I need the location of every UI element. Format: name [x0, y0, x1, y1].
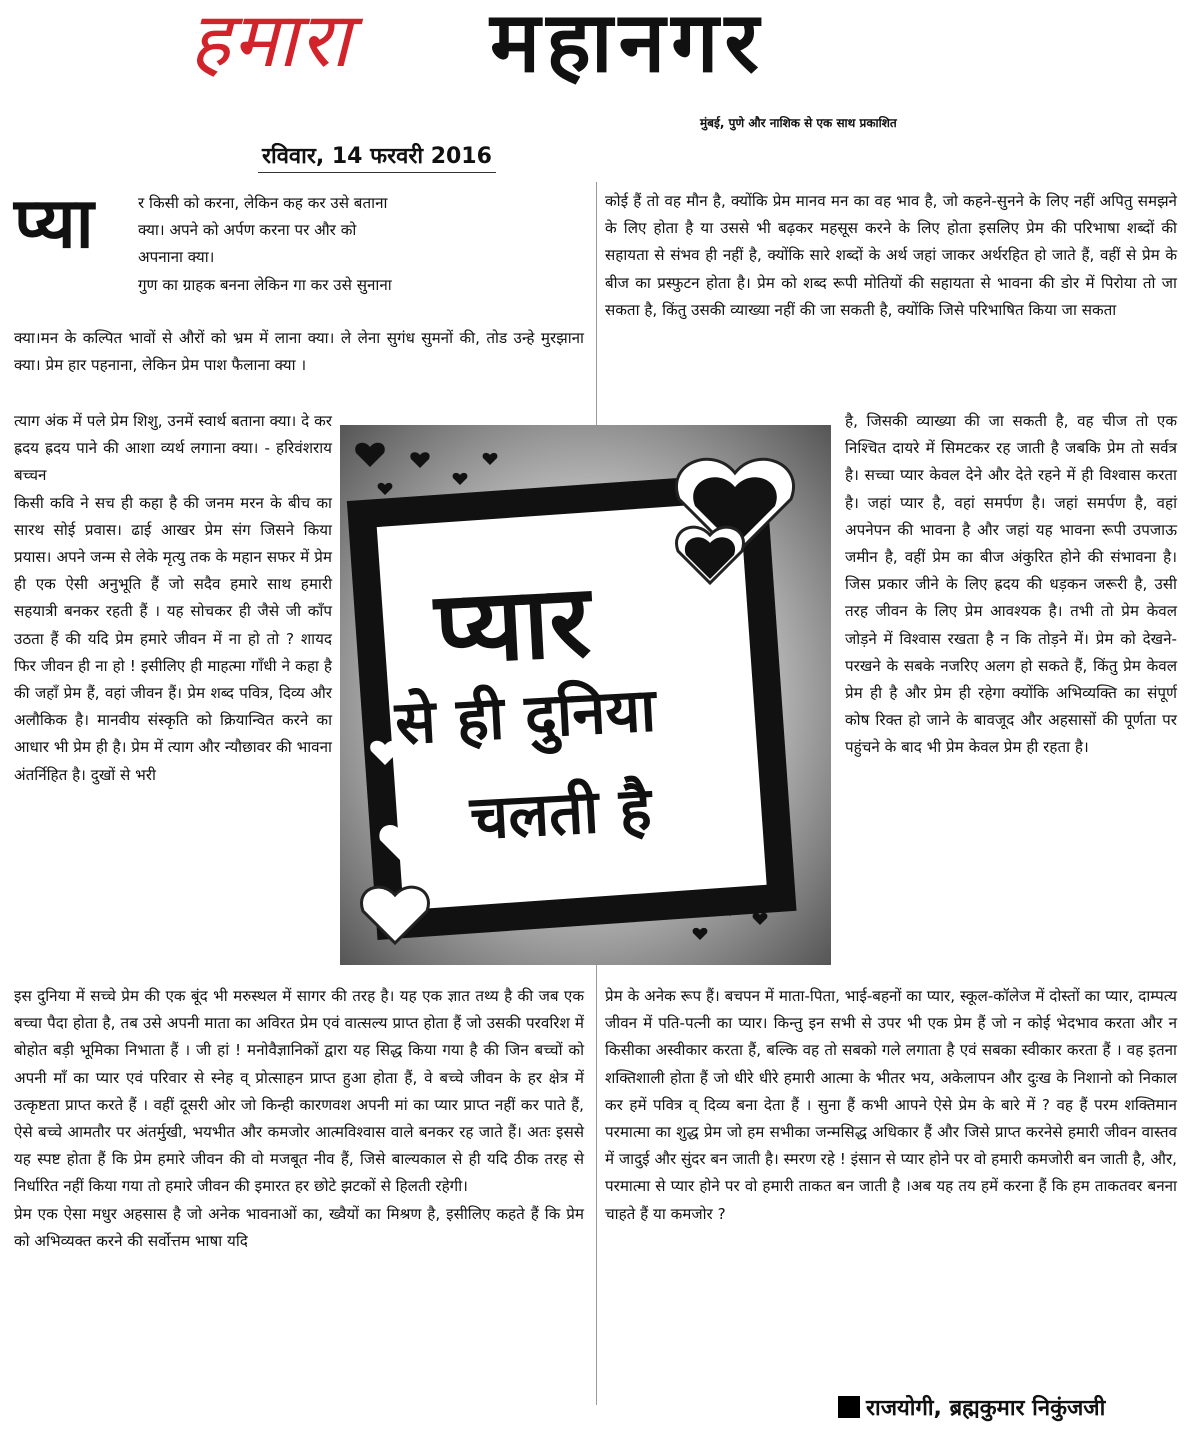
paragraph: है, जिसकी व्याख्या की जा सकती है, वह चीज तो एक निश्चित दायरे में सिमटकर रह जाती है जबकि प्रेम तो सर्वत्र है। सच्चा प्यार केवल देने और देते रहने में ही विश्वास करता है। जहां प्यार है, वहां समर्पण है। जहां समर्पण है, वहां अपनेपन की भावना है और जहां यह भावना रूपी उपजाऊ जमीन है, वहीं प्रेम का बीज अंकुरित होने की संभावना है। जिस प्रकार जीने के लिए ह्रदय की धड़कन जरूरी है, उसी तरह जीवन के लिए प्रेम आवश्यक है। तभी तो प्रेम केवल जोड़ने में विश्वास रखता है न कि तोड़ने में। प्रेम को देखने-परखने के सबके नजरिए अलग हो सकते हैं, किंतु प्रेम केवल प्रेम ही है और प्रेम ही रहेगा क्योंकि अभिव्यक्ति का संपूर्ण कोष रिक्त हो जाने के बावजूद और अहसासों की पूर्णता पर पहुंचने के बाद भी प्रेम केवल प्रेम ही रहता है। — [845, 412, 1177, 757]
masthead-name-part1: हमारा — [190, 0, 353, 84]
paragraph: त्याग अंक में पले प्रेम शिशु, उनमें स्वार्थ बताना क्या। दे कर ह्रदय ह्रदय पाने की आशा व्यर्थ लगाना क्या। - हरिवंशराय बच्चन — [14, 412, 332, 485]
article-right-top — [605, 188, 1177, 324]
article-right-narrow — [845, 408, 1177, 762]
heart-icon — [410, 452, 429, 468]
dateline: रविवार, 14 फरवरी 2016 — [258, 140, 496, 173]
paragraph: किसी कवि ने सच ही कहा है की जनम मरन के बीच का सारथ सोई प्रवास। ढाई आखर प्रेम संग जिसने किया प्रयास। अपने जन्म से लेके मृत्यु तक के महान सफर में प्रेम ही एक ऐसी अनुभूति हैं जो सदैव हमारे साथ हमारी सहयात्री बनकर रहती हैं । यह सोचकर ही जैसे जी काँप उठता हैं की यदि प्रेम हमारे जीवन में ना हो तो ? शायद फिर जीवन ही ना हो ! इसीलिए ही माहत्मा गाँधी ने कहा है की जहाँ प्रेम हैं, वहां जीवन हैं। प्रेम शब्द पवित्र, दिव्य और अलौकिक है। मानवीय संस्कृति को क्रियान्वित करने का आधार भी प्रेम ही है। प्रेम में त्याग और न्यौछावर की भावना अंतर्निहित है। दुखों से भरी — [14, 493, 332, 784]
love-illustration — [340, 425, 831, 965]
intro-line: र किसी को करना, लेकिन कह कर उसे बताना — [138, 194, 388, 212]
heart-icon — [693, 928, 708, 940]
paragraph: प्रेम एक ऐसा मधुर अहसास है जो अनेक भावनाओं का, ख्वैयों का मिश्रण है, इसीलिए कहते हैं कि प्रेम को अभिव्यक्त करने की सर्वोत्तम भाषा यदि — [14, 1204, 584, 1250]
article-left-top — [14, 325, 584, 379]
article-right-bottom — [605, 983, 1177, 1228]
illustration-line1: प्यार — [432, 562, 594, 687]
masthead-name-part2: महानगर — [490, 0, 765, 91]
illustration-line3: चलती है — [468, 774, 654, 854]
paragraph: इस दुनिया में सच्चे प्रेम की एक बूंद भी मरुस्थल में सागर की तरह है। यह एक ज्ञात तथ्य है की जब एक बच्चा पैदा होता है, तब उसे अपनी माता का अविरत प्रेम एवं वात्सल्य प्राप्त होता हैं जो उसकी परवरिश में बोहोत बड़ी भूमिका निभाता हैं । जी हां ! मनोवैज्ञानिकों द्वारा यह सिद्ध किया गया है की जिन बच्चों को अपनी माँ का प्यार एवं परिवार से स्नेह व् प्रोत्साहन प्राप्त हुआ होता हैं, वे बच्चे जीवन के हर क्षेत्र में उत्कृष्टता प्राप्त करते हैं । वहीं दूसरी ओर जो किन्ही कारणवश अपनी मां का प्यार प्राप्त नहीं कर पाते हैं, ऐसे बच्चे आमतौर पर अंतर्मुखी, भयभीत और कमजोर आत्मविश्वास वाले बनकर रह जाते हैं। अतः इससे यह स्पष्ट होता हैं कि प्रेम हमारे जीवन की वो मजबूत नीव हैं, जिसे बाल्यकाल से ही यदि ठीक तरह से निर्धारित नहीं किया गया तो हमारे जीवन की इमारत हर छोटे झटकों से हिलती रहेगी। — [14, 987, 584, 1196]
intro-line: अपनाना क्या। — [138, 248, 215, 267]
paragraph: कोई हैं तो वह मौन है, क्योंकि प्रेम मानव मन का वह भाव है, जो कहने-सुनने के लिए नहीं अपितु समझने के लिए होता है या उससे भी बढ़कर महसूस करने के लिए होता इसलिए प्रेम की परिभाषा शब्दों की सहायता से संभव ही नहीं है, क्योंकि सारे शब्दों के अर्थ जहां जाकर अर्थरहित हो जाते हैं, वहीं से प्रेम के बीज का प्रस्फुटन होता है। प्रेम को शब्द रूपी मोतियों की सहायता से भावना की डोर में पिरोया तो जा सकता है, किंतु उसकी व्याख्या नहीं की जा सकती है, क्योंकि जिसे परिभाषित किया जा सकता — [605, 192, 1177, 319]
article-left-bottom — [14, 983, 584, 1255]
heart-icon — [753, 913, 768, 925]
illustration-line2: से ही दुनिया — [393, 675, 658, 759]
intro-line: गुण का ग्राहक बनना लेकिन गा कर उसे सुनाना — [138, 275, 392, 294]
heart-icon — [453, 473, 468, 485]
paragraph: क्या।मन के कल्पित भावों से औरों को भ्रम में लाना क्या। ले लेना सुगंध सुमनों की, तोड उन्हे मुरझाना क्या। प्रेम हार पहनाना, लेकिन प्रेम पाश फैलाना क्या । — [14, 329, 584, 375]
intro-block — [138, 190, 583, 299]
article-left-narrow — [14, 408, 332, 789]
paragraph: प्रेम के अनेक रूप हैं। बचपन में माता-पिता, भाई-बहनों का प्यार, स्कूल-कॉलेज में दोस्तों का प्यार, दाम्पत्य जीवन में पति-पत्नी का प्यार। किन्तु इन सभी से उपर भी एक प्रेम हैं जो न कोई भेदभाव करता और न किसीका अस्वीकार करता हैं, बल्कि वह तो सबको गले लगाता है एवं सबका स्वीकार करता हैं । वह इतना शक्तिशाली होता हैं जो धीरे धीरे हमारी आत्मा के भीतर भय, अकेलापन और दुःख के निशानो को निकाल कर हमें पवित्र व् दिव्य बना देता हैं । सुना हैं कभी आपने ऐसे प्रेम के बारे में ? वह हैं परम शक्तिमान परमात्मा का शुद्ध प्रेम जो हम सभीका जन्मसिद्ध अधिकार हैं और जिसे प्राप्त करनेसे हमारी जीवन वास्तव में जादुई और सुंदर बन जाती है। स्मरण रहे ! इंसान से प्यार होने पर वो हमारी कमजोरी बन जाती है, और, परमात्मा से प्यार होने पर वो हमारी ताकत बन जाती है ।अब यह तय हमें करना हैं कि हम ताकतवर बनना चाहते हैं या कमजोर ? — [605, 987, 1177, 1223]
intro-line: क्या। अपने को अर्पण करना पर और को — [138, 221, 357, 240]
author-name: राजयोगी, ब्रह्मकुमार निकुंजजी — [866, 1396, 1106, 1421]
signature-bullet — [838, 1396, 860, 1418]
heart-icon — [483, 453, 498, 465]
heart-icon — [355, 443, 385, 467]
drop-cap: प्या — [14, 182, 94, 264]
masthead-tagline: मुंबई, पुणे और नाशिक से एक साथ प्रकाशित — [700, 116, 897, 130]
heart-icon — [378, 483, 393, 495]
author-signature — [838, 1392, 1105, 1422]
